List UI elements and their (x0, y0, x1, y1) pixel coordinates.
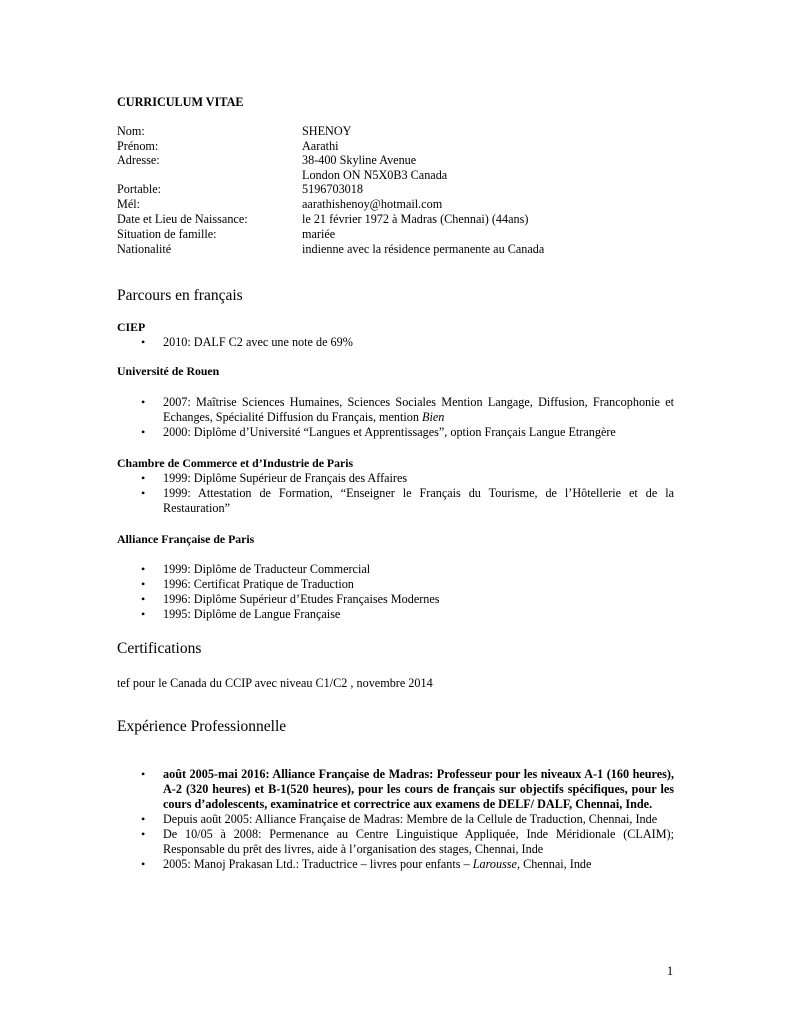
bullet-icon (141, 577, 163, 592)
bullet-icon (141, 425, 163, 440)
list-item (141, 395, 674, 425)
item-text-part: 2005: Manoj Prakasan Ltd.: Traductrice – livres pour enfants – (163, 857, 473, 871)
info-label: Portable: (117, 182, 162, 196)
info-label: Date et Lieu de Naissance: (117, 212, 248, 226)
org-heading-ccip: Chambre de Commerce et d’Industrie de Paris (117, 456, 354, 470)
list-item (141, 335, 674, 350)
info-label: Adresse: (117, 153, 160, 167)
ciep-list (141, 335, 674, 350)
section-heading-certifications: Certifications (117, 640, 202, 657)
org-heading-rouen: Université de Rouen (117, 364, 220, 378)
list-item (141, 577, 674, 592)
item-text: 2010: DALF C2 avec une note de 69% (163, 335, 353, 349)
item-text (163, 857, 591, 871)
info-value: mariée (302, 227, 336, 241)
info-value: 38-400 Skyline Avenue (302, 153, 417, 167)
list-item (141, 562, 674, 577)
ccip-list (141, 471, 674, 516)
bullet-icon (141, 767, 163, 782)
info-value: Aarathi (302, 139, 339, 153)
list-item (141, 607, 674, 622)
info-value: SHENOY (302, 124, 352, 138)
list-item (141, 767, 674, 812)
cv-title: CURRICULUM VITAE (117, 95, 244, 109)
item-text: 1999: Attestation de Formation, “Enseigner le Français du Tourisme, de l’Hôtellerie et de la Restauration” (163, 486, 674, 515)
alliance-list (141, 562, 674, 622)
item-text: 2000: Diplôme d’Université “Langues et Apprentissages”, option Français Langue Etrangère (163, 425, 616, 439)
bullet-icon (141, 857, 163, 872)
item-text: août 2005-mai 2016: Alliance Française de Madras: Professeur pour les niveaux A-1 (160 heures), A-2 (320 heures) et B-1(520 heures), pour les cours de français sur objectifs spécifiques, pour les cours d’adolescents, examinatrice et correctrice aux examens de DELF/ DALF, Chennai, Inde. (163, 767, 674, 811)
bullet-icon (141, 471, 163, 486)
item-text-part: 2007: Maîtrise Sciences Humaines, Sciences Sociales Mention Langage, Diffusion, Francophonie et Echanges, Spécialité Diffusion du Français, mention (163, 395, 674, 424)
org-heading-alliance-paris: Alliance Française de Paris (117, 532, 255, 546)
item-text: Depuis août 2005: Alliance Française de Madras: Membre de la Cellule de Traduction, Chennai, Inde (163, 812, 658, 826)
page-number: 1 (667, 964, 674, 978)
info-label: Situation de famille: (117, 227, 217, 241)
info-label: Nom: (117, 124, 145, 138)
bullet-icon (141, 812, 163, 827)
section-heading-parcours: Parcours en français (117, 287, 243, 304)
item-text (163, 395, 674, 424)
experience-list (141, 767, 674, 872)
bullet-icon (141, 335, 163, 350)
item-text: 1996: Diplôme Supérieur d’Etudes Françaises Modernes (163, 592, 440, 606)
list-item (141, 486, 674, 516)
bullet-icon (141, 562, 163, 577)
info-label: Prénom: (117, 139, 159, 153)
item-text: De 10/05 à 2008: Permenance au Centre Linguistique Appliquée, Inde Méridionale (CLAIM); Responsable du prêt des livres, aide à l’organisation des stages, Chennai, Inde (163, 827, 674, 856)
bullet-icon (141, 827, 163, 842)
info-value: aarathishenoy@hotmail.com (302, 197, 443, 211)
bullet-icon (141, 607, 163, 622)
item-text-italic: Bien (422, 410, 445, 424)
item-text: 1999: Diplôme de Traducteur Commercial (163, 562, 371, 576)
section-heading-experience: Expérience Professionnelle (117, 718, 287, 735)
info-label: Nationalité (117, 242, 172, 256)
list-item (141, 827, 674, 857)
list-item (141, 812, 674, 827)
bullet-icon (141, 592, 163, 607)
info-label: Mél: (117, 197, 141, 211)
bullet-icon (141, 486, 163, 501)
item-text: 1995: Diplôme de Langue Française (163, 607, 341, 621)
list-item (141, 592, 674, 607)
info-value: le 21 février 1972 à Madras (Chennai) (44ans) (302, 212, 529, 226)
info-value: London ON N5X0B3 Canada (302, 168, 448, 182)
info-value: 5196703018 (302, 182, 363, 196)
org-heading-ciep: CIEP (117, 320, 146, 334)
item-text: 1999: Diplôme Supérieur de Français des Affaires (163, 471, 408, 485)
bullet-icon (141, 395, 163, 410)
certification-text: tef pour le Canada du CCIP avec niveau C1/C2 , novembre 2014 (117, 676, 433, 690)
item-text: 1996: Certificat Pratique de Traduction (163, 577, 354, 591)
list-item (141, 425, 674, 440)
list-item (141, 857, 674, 872)
rouen-list (141, 395, 674, 440)
item-text-part: , Chennai, Inde (516, 857, 592, 871)
list-item (141, 471, 674, 486)
item-text-italic: Larousse (472, 857, 517, 871)
info-value: indienne avec la résidence permanente au Canada (302, 242, 545, 256)
